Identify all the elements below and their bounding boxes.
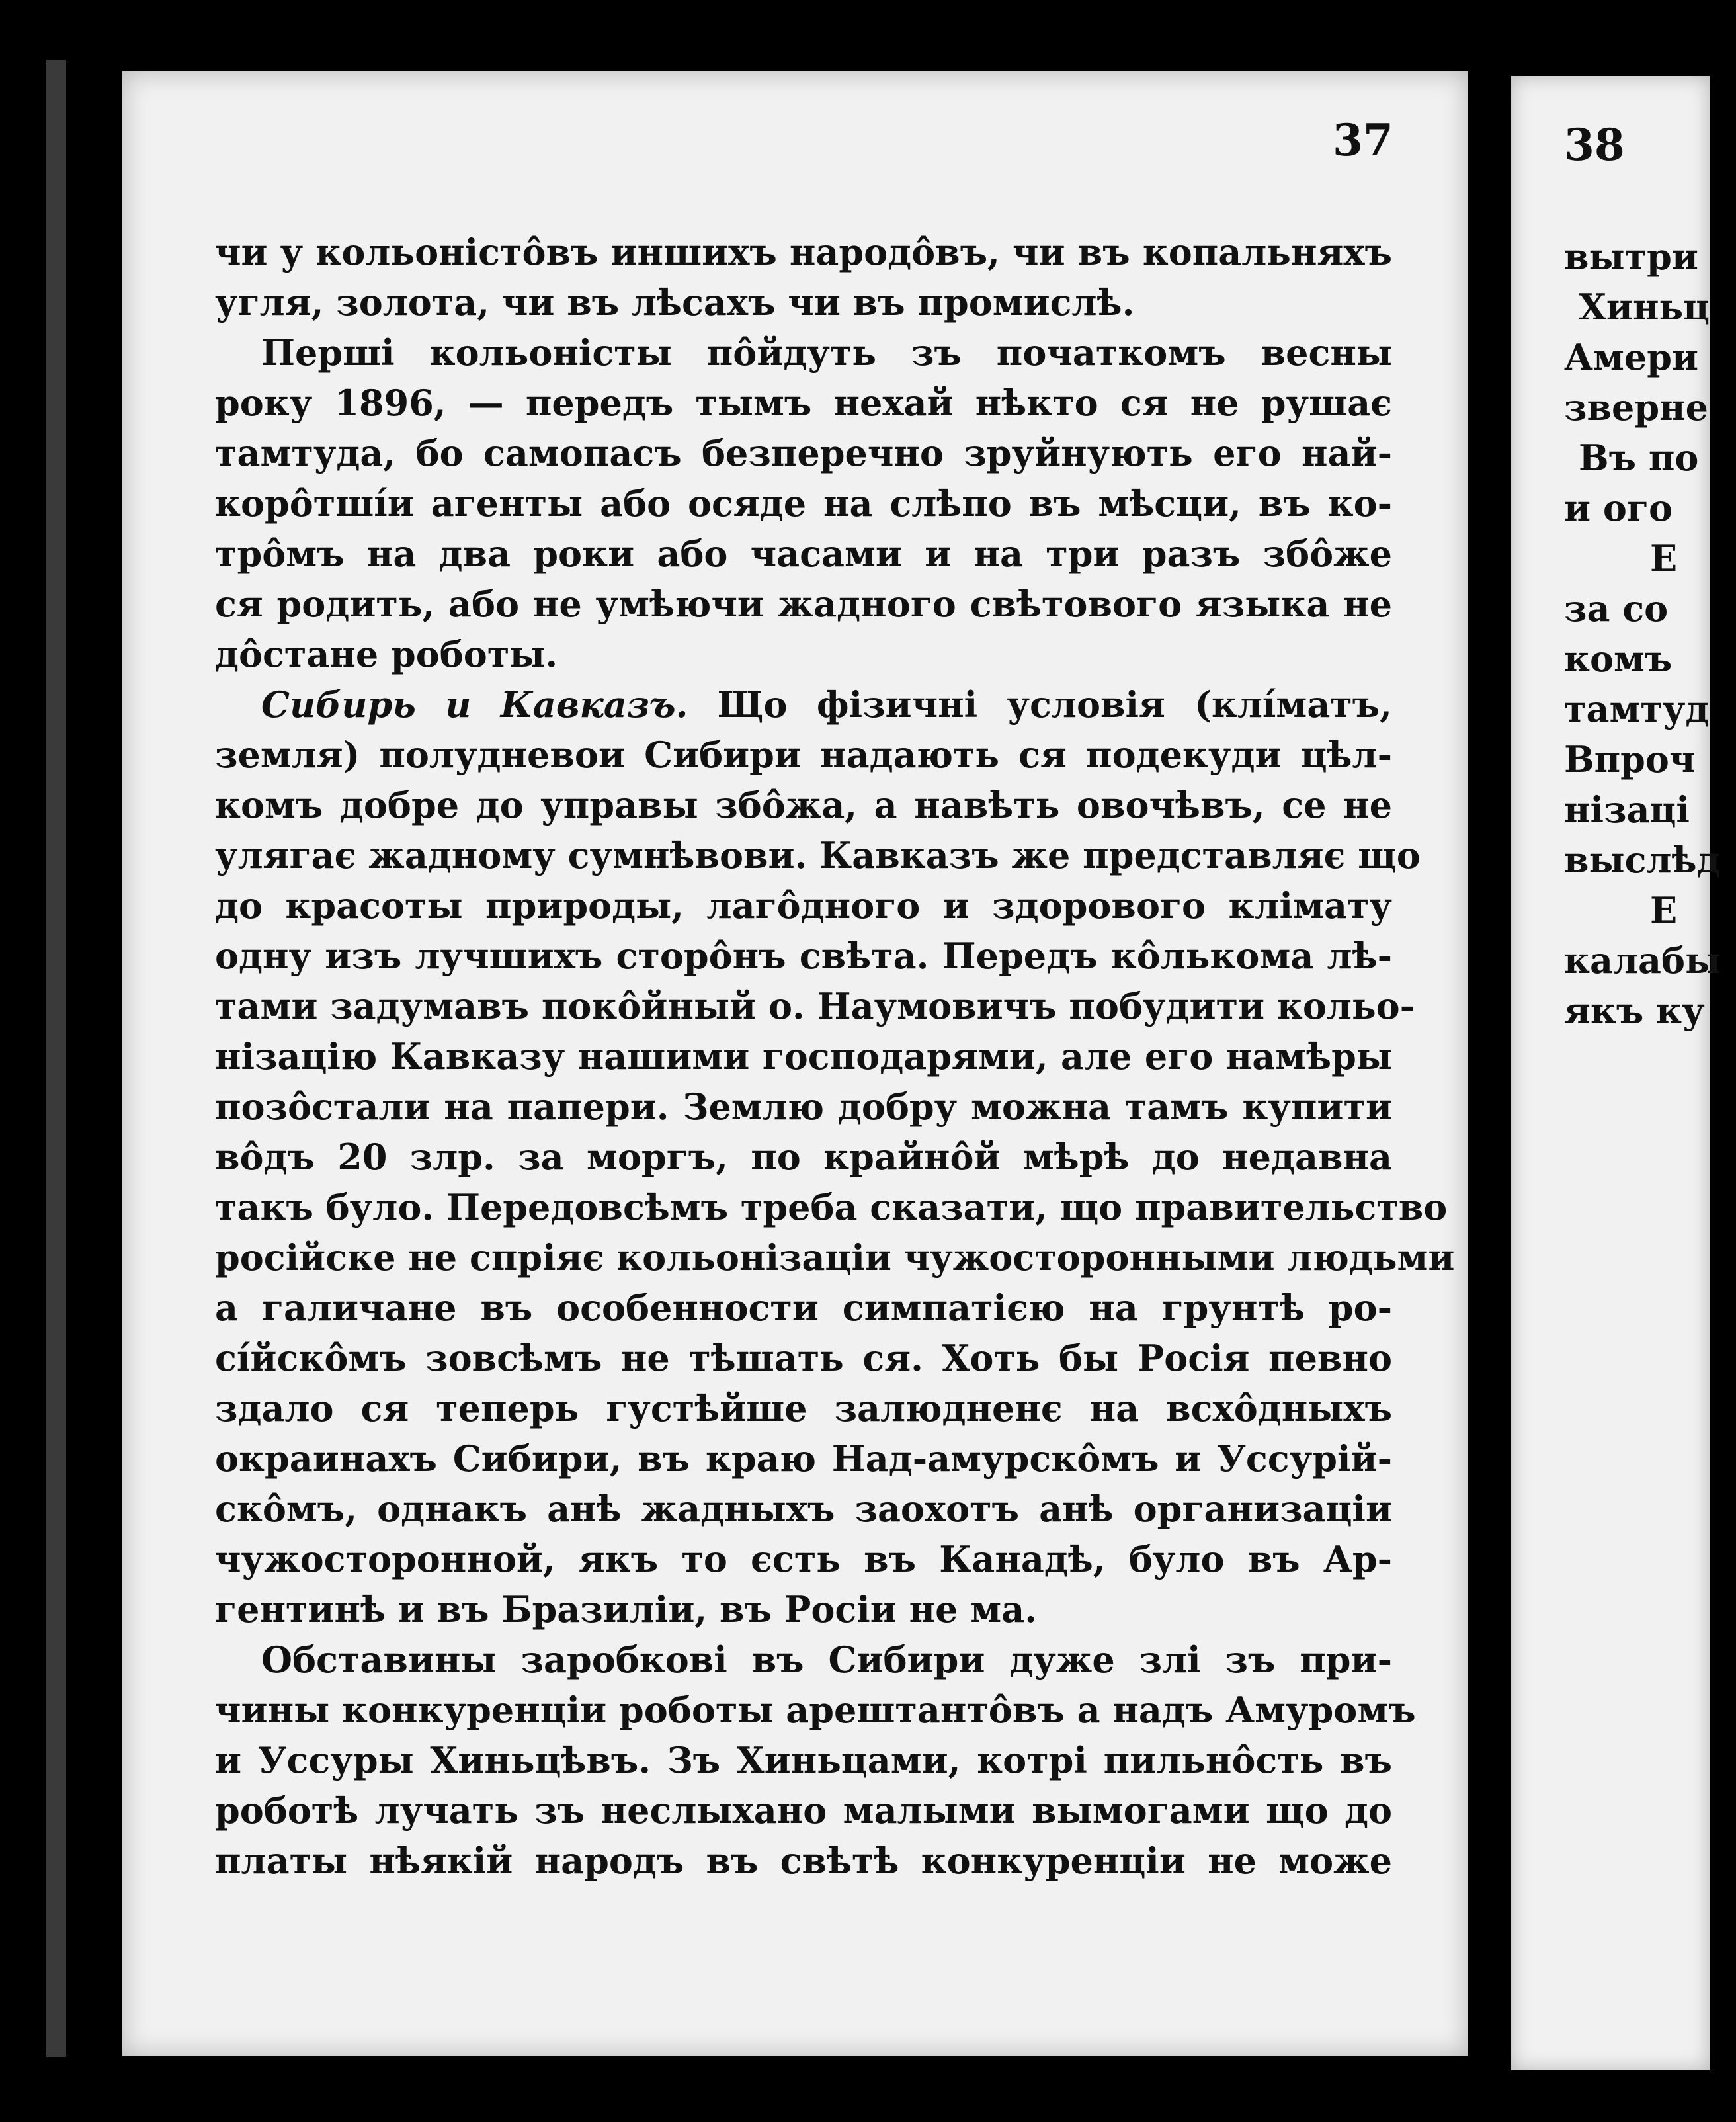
text-line: якъ ку (1564, 990, 1705, 1032)
left-page-text (215, 227, 1455, 1886)
text-line: чины конкуренціи роботы арештанто̂въ а надъ Амуромъ (215, 1689, 1416, 1731)
text-line: а галичане въ особенности симпатією на грунтѣ ро- (215, 1287, 1392, 1329)
page-number: 37 (1333, 114, 1393, 166)
text-line: комъ добре до управы збо̂жа, а навѣть овочѣвъ, се не (215, 784, 1392, 826)
page-number: 38 (1564, 119, 1625, 171)
text-line: такъ було. Передовсѣмъ треба сказати, що правительство (215, 1186, 1448, 1228)
text-line: нізацію Кавказу нашими господарями, але его намѣры (215, 1035, 1392, 1078)
text-line: тами задумавъ поко̂йный о. Наумовичъ побудити кольо- (215, 985, 1415, 1027)
text-line: Впроч (1564, 738, 1696, 781)
text-line: вытри (1564, 235, 1698, 278)
text-line: за со (1564, 587, 1669, 630)
text-line: Амери (1564, 336, 1699, 378)
text-line: платы нѣякiй народъ въ свѣтѣ конкуренціи не може (215, 1840, 1392, 1882)
text-line: и Уссуры Хиньцѣвъ. Зъ Хиньцами, котрi пильно̂сть въ (215, 1739, 1392, 1781)
text-line: року 1896, — передъ тымъ нехай нѣкто ся не рушає (215, 382, 1392, 424)
text-line: коро̂тшíи агенты або осяде на слѣпо въ мѣсци, въ ко- (215, 482, 1392, 525)
paragraph-heading-line (215, 679, 1392, 730)
right-page (1511, 76, 1721, 2070)
text-line: во̂дъ 20 злр. за моргъ, по крайно̂й мѣрѣ до недавна (215, 1136, 1392, 1178)
text-line: Обставины заробковi въ Сибири дуже злi зъ при- (261, 1638, 1392, 1681)
text-line: и ого (1564, 487, 1673, 529)
text-line: Въ по (1579, 437, 1699, 479)
text-line: ся родить, або не умѣючи жадного свѣтового языка не (215, 583, 1392, 625)
text-line: чужосторонной, якъ то єсть въ Канадѣ, було въ Ар- (215, 1538, 1392, 1580)
text-line: роботѣ лучать зъ неслыхано малыми вымогами що до (215, 1789, 1392, 1832)
text-line: калабы (1564, 939, 1721, 982)
text-line: Першi кольоністы по̂йдуть зъ початкомъ весны (261, 331, 1392, 374)
text-line: до̂стане роботы. (215, 633, 558, 675)
text-line: російске не спріяє кольонізаціи чужосторонными людьми (215, 1236, 1455, 1279)
text-line: Е (1650, 537, 1678, 579)
text-fragment: Що фізичнi условія (клíматъ, (688, 683, 1392, 726)
text-line: тамтуда, бо самопасъ безперечно зруйнують его най- (215, 432, 1392, 474)
book-spine-edge (46, 60, 66, 2057)
section-title: Сибирь и Кавказъ. (261, 683, 688, 726)
text-line: ско̂мъ, однакъ анѣ жадныхъ заохотъ анѣ организаціи (215, 1488, 1392, 1530)
text-line: тамтуд (1564, 688, 1710, 730)
text-line: тро̂мъ на два роки або часами и на три разъ збо̂же (215, 532, 1392, 575)
text-line: чи у кольоністо̂въ иншихъ народо̂въ, чи въ копальняхъ (215, 231, 1392, 273)
text-line: сíйско̂мъ зовсѣмъ не тѣшать ся. Хоть бы Росія певно (215, 1337, 1392, 1379)
text-line: гентинѣ и въ Бразиліи, въ Росіи не ма. (215, 1588, 1038, 1631)
text-line: комъ (1564, 638, 1673, 680)
text-line: окраинахъ Сибири, въ краю Над-амурско̂мъ и Уссурій- (215, 1437, 1392, 1480)
text-line: позо̂стали на папери. Землю добру можна тамъ купити (215, 1085, 1392, 1128)
text-line: Хиньц (1579, 286, 1710, 328)
text-line: до красоты природы, лаго̂дного и здорового клімату (215, 884, 1392, 927)
text-line: выслѣд (1564, 839, 1721, 881)
text-line: зверне (1564, 386, 1708, 429)
text-line: угля, золота, чи въ лѣсахъ чи въ промислѣ. (215, 281, 1135, 323)
text-line: улягає жадному сумнѣвови. Кавказъ же представляє що (215, 834, 1421, 876)
text-line: земля) полудневои Сибири надають ся подекуди цѣл- (215, 734, 1392, 776)
text-line: Е (1650, 889, 1678, 931)
left-page (122, 71, 1468, 2056)
text-line: нізаці (1564, 788, 1690, 831)
right-page-text (1564, 232, 1736, 1036)
text-line: одну изъ лучшихъ сторо̂нъ свѣта. Передъ ко̂лькома лѣ- (215, 935, 1392, 977)
text-line: здало ся теперь густѣйше залюдненє на всхо̂дныхъ (215, 1387, 1392, 1429)
